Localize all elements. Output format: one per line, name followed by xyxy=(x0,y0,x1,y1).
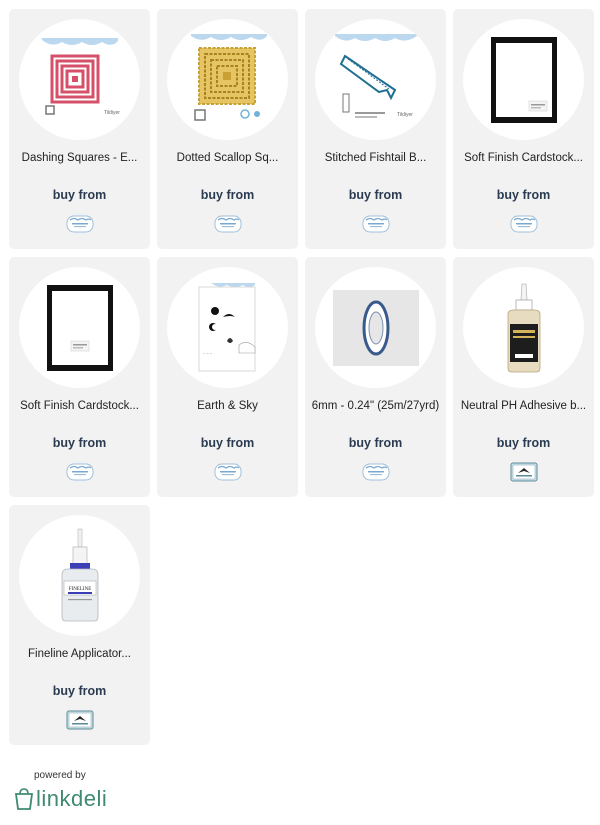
elizabeth-craft-designs-logo xyxy=(510,214,538,234)
store-logo[interactable] xyxy=(65,709,94,731)
product-title[interactable]: Dashing Squares - E... xyxy=(21,152,138,164)
scrapbook-store-logo xyxy=(510,461,538,483)
svg-text:Tildiyer: Tildiyer xyxy=(103,109,120,116)
buy-from-label[interactable]: buy from xyxy=(52,188,107,202)
applicator-bottle-icon xyxy=(58,527,102,625)
buy-from-label[interactable]: buy from xyxy=(348,436,403,450)
store-logo[interactable] xyxy=(65,213,94,235)
cardstock-pack-icon xyxy=(47,285,113,371)
product-image[interactable] xyxy=(19,19,140,140)
store-logo[interactable] xyxy=(213,461,242,483)
scrapbook-store-logo xyxy=(66,709,94,731)
product-card[interactable] xyxy=(157,257,298,497)
svg-text:~ ~ ~: ~ ~ ~ xyxy=(202,350,212,356)
svg-text:Tildiyer: Tildiyer xyxy=(396,111,413,118)
stamp-set-icon xyxy=(197,283,259,373)
elizabeth-craft-designs-logo xyxy=(214,462,242,482)
buy-from-label[interactable]: buy from xyxy=(496,436,551,450)
elizabeth-craft-designs-logo xyxy=(362,214,390,234)
product-title[interactable]: 6mm - 0.24" (25m/27yrd) xyxy=(311,400,440,412)
buy-from-label[interactable]: buy from xyxy=(348,188,403,202)
glue-bottle-icon xyxy=(502,282,546,374)
store-logo[interactable] xyxy=(361,461,390,483)
product-card[interactable] xyxy=(305,257,446,497)
buy-from-label[interactable]: buy from xyxy=(52,436,107,450)
gold-scallop-dies-icon xyxy=(183,34,273,126)
buy-from-label[interactable]: buy from xyxy=(52,684,107,698)
powered-by-label: powered by xyxy=(34,770,86,781)
product-image[interactable] xyxy=(167,19,288,140)
elizabeth-craft-designs-logo xyxy=(214,214,242,234)
product-card[interactable] xyxy=(453,257,594,497)
store-logo[interactable] xyxy=(509,461,538,483)
buy-from-label[interactable]: buy from xyxy=(496,188,551,202)
store-logo[interactable] xyxy=(65,461,94,483)
product-image[interactable] xyxy=(19,267,140,388)
product-image[interactable] xyxy=(463,267,584,388)
product-title[interactable]: Stitched Fishtail B... xyxy=(324,152,427,164)
product-title[interactable]: Soft Finish Cardstock... xyxy=(464,152,583,164)
store-logo[interactable] xyxy=(361,213,390,235)
product-image[interactable] xyxy=(463,19,584,140)
product-title[interactable]: Fineline Applicator... xyxy=(28,648,131,660)
product-image[interactable] xyxy=(19,515,140,636)
elizabeth-craft-designs-logo xyxy=(362,462,390,482)
store-logo[interactable] xyxy=(213,213,242,235)
product-grid xyxy=(9,9,594,745)
svg-text:FINELINE: FINELINE xyxy=(68,586,91,592)
product-card[interactable] xyxy=(305,9,446,249)
brand-name[interactable]: linkdeli xyxy=(36,786,108,811)
fishtail-banner-die-icon xyxy=(331,34,421,126)
pink-square-dies-icon xyxy=(38,38,122,122)
product-card[interactable] xyxy=(9,257,150,497)
product-image[interactable] xyxy=(315,267,436,388)
product-title[interactable]: Earth & Sky xyxy=(197,400,258,412)
shopping-bag-icon xyxy=(14,787,34,811)
product-card[interactable] xyxy=(157,9,298,249)
tape-roll-icon xyxy=(333,290,419,366)
product-title[interactable]: Soft Finish Cardstock... xyxy=(20,400,139,412)
product-image[interactable] xyxy=(167,267,288,388)
product-card[interactable] xyxy=(9,9,150,249)
product-card[interactable] xyxy=(9,505,150,745)
product-card[interactable] xyxy=(453,9,594,249)
buy-from-label[interactable]: buy from xyxy=(200,436,255,450)
buy-from-label[interactable]: buy from xyxy=(200,188,255,202)
elizabeth-craft-designs-logo xyxy=(66,214,94,234)
linkdeli-brand-link[interactable] xyxy=(14,787,107,811)
store-logo[interactable] xyxy=(509,213,538,235)
cardstock-pack-icon xyxy=(491,37,557,123)
product-title[interactable]: Dotted Scallop Sq... xyxy=(176,152,279,164)
elizabeth-craft-designs-logo xyxy=(66,462,94,482)
product-title[interactable]: Neutral PH Adhesive b... xyxy=(460,400,587,412)
product-image[interactable] xyxy=(315,19,436,140)
